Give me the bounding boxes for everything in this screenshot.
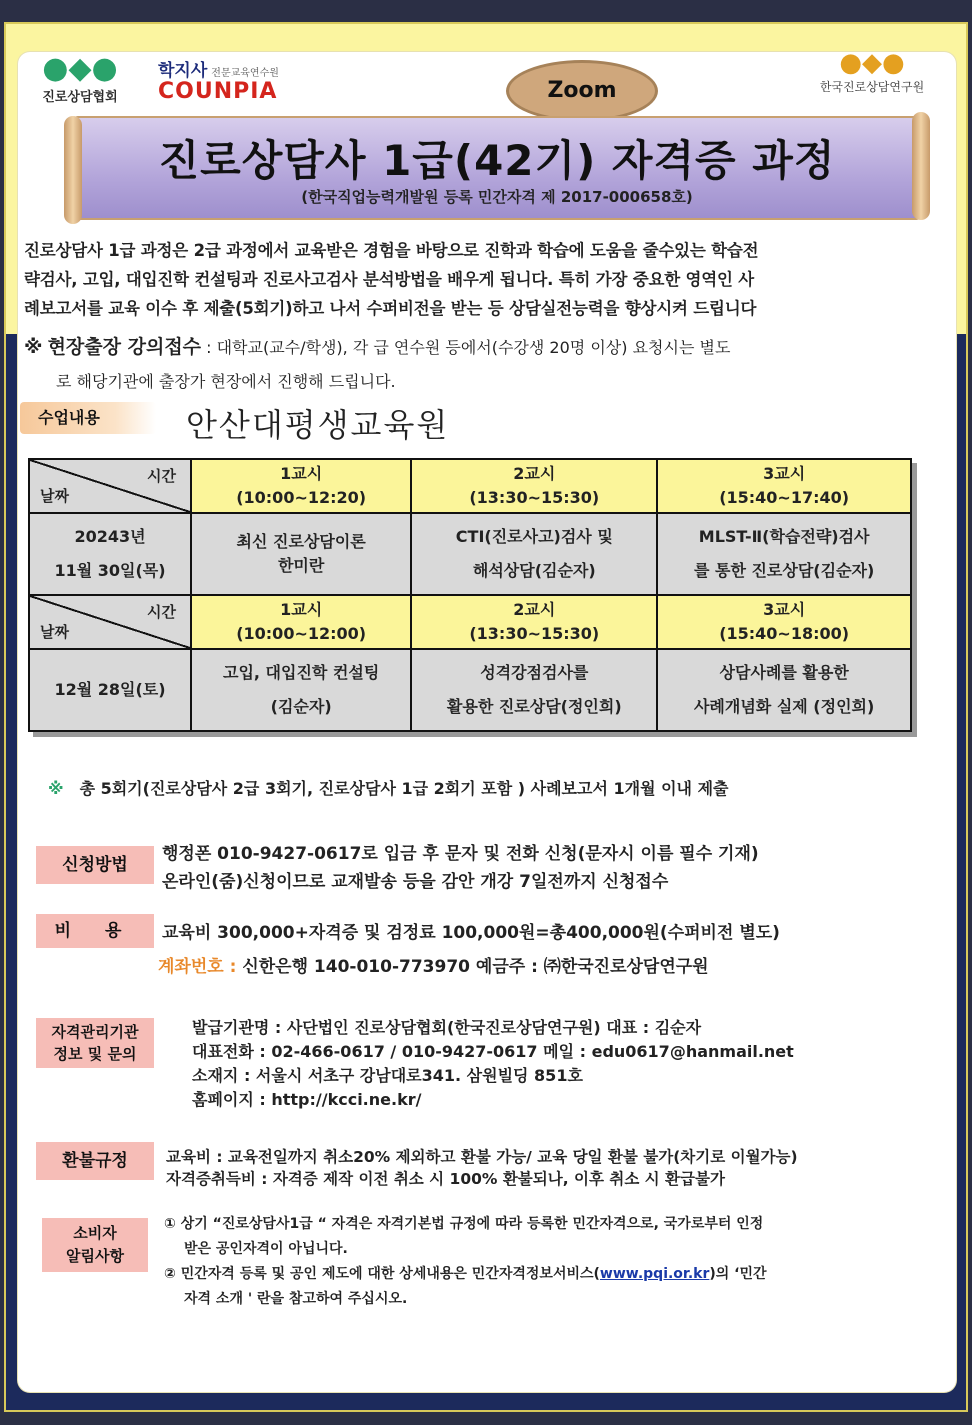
date-line: 12월 28일(토) bbox=[54, 680, 166, 699]
people-icon: ●◆● bbox=[839, 48, 905, 78]
time-date-header bbox=[29, 459, 191, 513]
intro-line: 략검사, 고입, 대입진학 컨설팅과 진로사고검사 분석방법을 배우게 됩니다. 특히 가장 중요한 영역인 사 bbox=[24, 270, 755, 289]
period-header bbox=[411, 595, 657, 649]
consumer-line: 자격 소개 ' 란을 참고하여 주십시오. bbox=[184, 1291, 408, 1307]
period-name: 2교시 bbox=[513, 600, 556, 619]
header-date: 날짜 bbox=[40, 487, 69, 505]
consumer-notice bbox=[164, 1212, 894, 1312]
consumer-label-line: 소비자 bbox=[73, 1224, 117, 1242]
cost-text: 교육비 300,000+자격증 및 검정료 100,000원=총400,000원(수퍼비전 별도) bbox=[162, 923, 780, 943]
session-cell bbox=[191, 513, 411, 595]
period-time: (10:00~12:20) bbox=[236, 488, 367, 507]
notice-line1: : 대학교(교수/학생), 각 급 연수원 등에서(수강생 20명 이상) 요청시는 별도 bbox=[201, 338, 731, 357]
time-date-header bbox=[29, 595, 191, 649]
org-label bbox=[36, 1018, 154, 1068]
session-date bbox=[29, 649, 191, 731]
field-lecture-notice bbox=[24, 330, 934, 399]
notice-mark: ※ bbox=[24, 336, 43, 358]
consumer-text: ② 민간자격 등록 및 공인 제도에 대한 상세내용은 민간자격정보서비스( bbox=[164, 1266, 600, 1282]
session-line: 활용한 진로상담(정인희) bbox=[446, 697, 622, 716]
period-name: 3교시 bbox=[763, 464, 806, 483]
org-label-line: 자격관리기관 bbox=[51, 1023, 139, 1041]
note-text: 총 5회기(진로상담사 2급 3회기, 진로상담사 1급 2회기 포함 ) 사례보고서 1개월 이내 제출 bbox=[79, 779, 729, 798]
class-content-label: 수업내용 bbox=[20, 402, 156, 434]
notice-line2: 로 해당기관에 출장가 현장에서 진행해 드립니다. bbox=[56, 372, 396, 391]
counpia-logo-top bbox=[158, 56, 328, 81]
session-line: CTI(진로사고)검사 및 bbox=[455, 527, 613, 546]
consumer-text: )의 ‘민간 bbox=[709, 1266, 767, 1282]
consumer-label-line: 알림사항 bbox=[66, 1247, 124, 1265]
consumer-label bbox=[42, 1218, 148, 1272]
refund-line: 교육비 : 교육전일까지 취소20% 제외하고 환불 가능/ 교육 당일 환불 불가(차기로 이월가능) bbox=[166, 1148, 798, 1166]
counpia-sub-text: 전문교육연수원 bbox=[211, 68, 279, 79]
session-cell bbox=[411, 649, 657, 731]
session-line: 성격강점검사를 bbox=[480, 663, 589, 682]
session-cell bbox=[657, 513, 911, 595]
account-text bbox=[158, 952, 709, 977]
session-cell bbox=[411, 513, 657, 595]
apply-line: 온라인(줌)신청이므로 교재발송 등을 감안 개강 7일전까지 신청접수 bbox=[162, 872, 669, 892]
session-line: 고입, 대입진학 컨설팅 bbox=[222, 663, 380, 682]
venue-name: 안산대평생교육원 bbox=[186, 406, 450, 444]
org-homepage: 홈페이지 : http://kcci.ne.kr/ bbox=[192, 1090, 422, 1109]
session-line: 사례개념화 실제 (정인희) bbox=[693, 697, 875, 716]
zoom-badge: Zoom bbox=[506, 60, 658, 122]
session-line: MLST-Ⅱ(학습전략)검사 bbox=[698, 527, 870, 546]
date-line: 20243년 bbox=[74, 527, 146, 546]
cost-label: 비 용 bbox=[36, 914, 154, 948]
session-line: 한미란 bbox=[277, 556, 325, 575]
kccri-logo-text: 한국진로상담연구원 bbox=[819, 80, 925, 94]
date-line: 11월 30일(목) bbox=[54, 561, 166, 580]
counpia-logo bbox=[158, 56, 328, 104]
period-name: 3교시 bbox=[763, 600, 806, 619]
period-time: (15:40~17:40) bbox=[719, 488, 850, 507]
session-cell bbox=[657, 649, 911, 731]
refund-text bbox=[166, 1146, 798, 1190]
page-subtitle: (한국직업능력개발원 등록 민간자격 제 2017-000658호) bbox=[301, 188, 693, 206]
period-header bbox=[191, 459, 411, 513]
flyer-page bbox=[4, 22, 968, 1412]
period-header bbox=[657, 595, 911, 649]
org-line: 대표전화 : 02-466-0617 / 010-9427-0617 메일 : edu0617@hanmail.net bbox=[192, 1042, 794, 1061]
schedule-table bbox=[28, 458, 912, 732]
kcca-logo bbox=[20, 52, 140, 105]
consumer-line: 받은 공인자격이 아닙니다. bbox=[184, 1241, 348, 1257]
apply-text bbox=[162, 840, 759, 896]
session-line: 를 통한 진로상담(김순자) bbox=[693, 561, 875, 580]
refund-label: 환불규정 bbox=[36, 1142, 154, 1180]
period-name: 1교시 bbox=[280, 464, 323, 483]
refund-line: 자격증취득비 : 자격증 제작 이전 취소 시 100% 환불되나, 이후 취소 시 환급불가 bbox=[166, 1170, 725, 1188]
counpia-top-text: 학지사 bbox=[158, 61, 208, 81]
intro-line: 진로상담사 1급 과정은 2급 과정에서 교육받은 경험을 바탕으로 진학과 학습에 도움을 줄수있는 학습전 bbox=[24, 241, 759, 260]
account-value: 신한은행 140-010-773970 예금주 : ㈜한국진로상담연구원 bbox=[236, 957, 709, 977]
note-mark: ※ bbox=[48, 779, 64, 798]
org-label-line: 정보 및 문의 bbox=[53, 1045, 137, 1063]
org-info bbox=[192, 1016, 794, 1112]
consumer-line bbox=[164, 1262, 894, 1287]
pqi-link[interactable]: www.pqi.or.kr bbox=[599, 1266, 710, 1282]
intro-line: 례보고서를 교육 이수 후 제출(5회기)하고 나서 수퍼비전을 받는 등 상담실전능력을 향상시켜 드립니다 bbox=[24, 299, 757, 318]
session-date bbox=[29, 513, 191, 595]
people-icon: ●◆● bbox=[42, 51, 118, 86]
counpia-logo-bottom: COUNPIA bbox=[158, 79, 278, 104]
account-label: 계좌번호 : bbox=[158, 957, 237, 977]
table-row bbox=[29, 513, 911, 595]
session-line: 해석상담(김순자) bbox=[472, 561, 596, 580]
header-date: 날짜 bbox=[40, 623, 69, 641]
table-row bbox=[29, 459, 911, 513]
apply-label: 신청방법 bbox=[36, 846, 154, 884]
table-row bbox=[29, 595, 911, 649]
period-name: 1교시 bbox=[280, 600, 323, 619]
kcca-logo-text: 진로상담협회 bbox=[42, 90, 118, 105]
period-name: 2교시 bbox=[513, 464, 556, 483]
period-time: (10:00~12:00) bbox=[236, 624, 367, 643]
notice-heading: 현장출장 강의접수 bbox=[47, 336, 202, 358]
org-line: 소재지 : 서울시 서초구 강남대로341. 삼원빌딩 851호 bbox=[192, 1066, 583, 1085]
intro-paragraph bbox=[24, 236, 934, 323]
period-time: (13:30~15:30) bbox=[469, 488, 600, 507]
period-header bbox=[191, 595, 411, 649]
kccri-logo bbox=[802, 48, 942, 95]
page-title: 진로상담사 1급(42기) 자격증 과정 bbox=[158, 136, 836, 185]
table-row bbox=[29, 649, 911, 731]
consumer-line: ① 상기 “진로상담사1급 “ 자격은 자격기본법 규정에 따라 등록한 민간자격으로, 국가로부터 인정 bbox=[164, 1216, 764, 1232]
header-time: 시간 bbox=[147, 603, 176, 621]
period-time: (13:30~15:30) bbox=[469, 624, 600, 643]
period-header bbox=[657, 459, 911, 513]
period-time: (15:40~18:00) bbox=[719, 624, 850, 643]
session-line: 최신 진로상담이론 bbox=[236, 532, 366, 551]
session-cell bbox=[191, 649, 411, 731]
org-line: 발급기관명 : 사단법인 진로상담협회(한국진로상담연구원) 대표 : 김순자 bbox=[192, 1018, 702, 1037]
apply-line: 행정폰 010-9427-0617로 입금 후 문자 및 전화 신청(문자시 이름 필수 기재) bbox=[162, 844, 759, 864]
session-line: 상담사례를 활용한 bbox=[719, 663, 849, 682]
header-time: 시간 bbox=[147, 467, 176, 485]
report-note bbox=[48, 776, 729, 799]
session-line: (김순자) bbox=[270, 697, 332, 716]
period-header bbox=[411, 459, 657, 513]
